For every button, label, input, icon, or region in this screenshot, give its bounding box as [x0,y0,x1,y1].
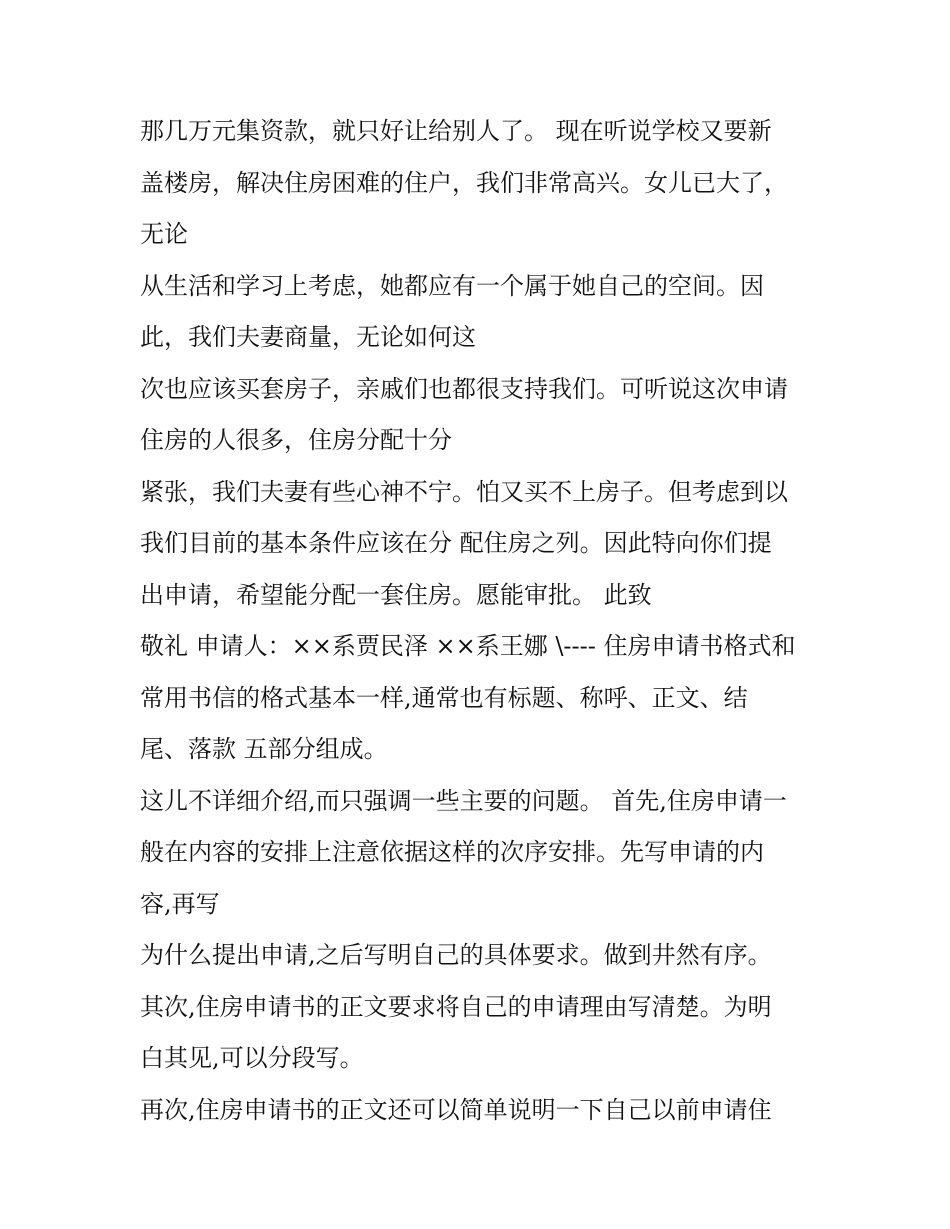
text-line: 这儿不详细介绍,而只强调一些主要的问题。 首先,住房申请一 [140,786,787,815]
text-line: 常用书信的格式基本一样,通常也有标题、称呼、正文、结 [140,683,748,712]
text-line: 无论 [140,220,188,248]
text-line: 盖楼房，解决住房困难的住户，我们非常高兴。女儿已大了， [140,168,788,197]
text-line: 般在内容的安排上注意依据这样的次序安排。先写申请的内 [140,838,764,866]
text-line: 我们目前的基本条件应该在分 配住房之列。因此特向你们提 [140,529,772,557]
text-line: 住房的人很多，住房分配十分 [140,426,452,454]
text-line: 那几万元集资款，就只好让给别人了。 现在听说学校又要新 [140,117,772,145]
text-line: 为什么提出申请,之后写明自己的具体要求。做到井然有序。 [140,941,772,969]
text-line: 敬礼 申请人：××系贾民泽 ××系王娜 \---- 住房申请书格式和 [140,632,796,660]
text-line: 出申请，希望能分配一套住房。愿能审批。 此致 [140,580,652,609]
text-line: 从生活和学习上考虑，她都应有一个属于她自己的空间。因 [140,271,764,300]
text-line: 白其见,可以分段写。 [140,1044,364,1072]
text-line: 其次,住房申请书的正文要求将自己的申请理由写清楚。为明 [140,992,772,1021]
text-line: 此，我们夫妻商量，无论如何这 [140,323,476,351]
text-line: 再次,住房申请书的正文还可以简单说明一下自己以前申请住 [140,1095,772,1124]
text-line: 容,再写 [140,889,220,918]
document-body [140,106,820,1136]
text-line: 紧张，我们夫妻有些心神不宁。怕又买不上房子。但考虑到以 [140,477,788,506]
text-line: 尾、落款 五部分组成。 [140,735,388,763]
text-line: 次也应该买套房子，亲戚们也都很支持我们。可听说这次申请 [140,374,788,403]
